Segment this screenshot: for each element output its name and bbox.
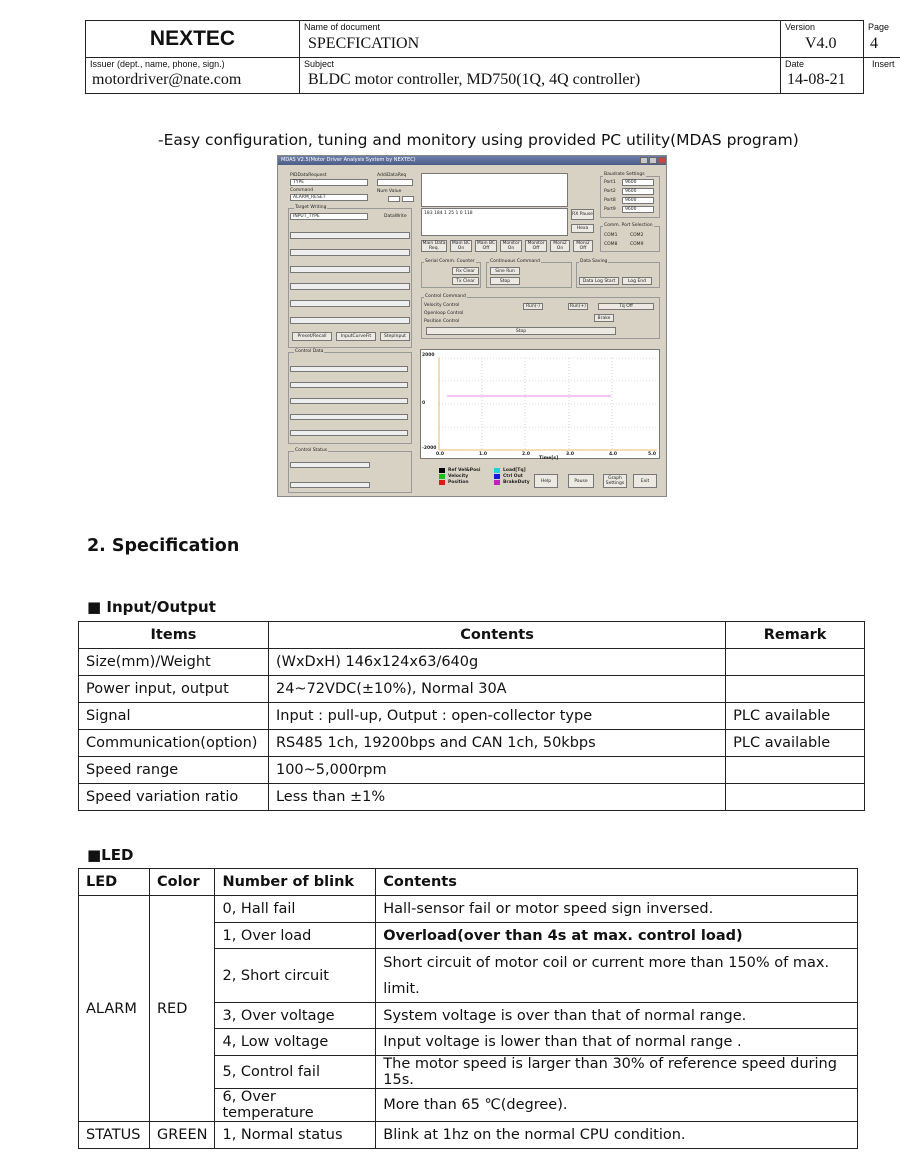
section-title: 2. Specification <box>87 536 240 556</box>
io-title: ■ Input/Output <box>87 598 216 616</box>
io-remark <box>726 784 865 811</box>
io-item: Speed range <box>79 757 269 784</box>
io-contents: Input : pull-up, Output : open-collector type <box>268 703 725 730</box>
input-curve-fit-button[interactable]: InputCurveFit <box>336 332 376 341</box>
date-label: Date <box>785 59 805 69</box>
port2-label: Port2 <box>604 189 616 194</box>
page-label: Page <box>868 22 890 32</box>
legend-pos: Position <box>448 480 469 485</box>
io-remark <box>726 757 865 784</box>
preset-recall-button[interactable]: Preset/Recall <box>292 332 332 341</box>
log-area-2: 183 184 1 25 1 0 118 <box>421 208 568 236</box>
addi-data-select[interactable] <box>377 179 413 186</box>
ctrl-row-3 <box>290 398 408 404</box>
io-header-row <box>79 622 865 649</box>
ctrl-row-2 <box>290 382 408 388</box>
doc-name-label: Name of document <box>304 22 381 32</box>
target-writing-label: Target Writing <box>295 205 327 210</box>
led-contents <box>376 949 858 1003</box>
moni2-on-button[interactable]: Moni2 On <box>550 240 570 252</box>
monitor-off-button[interactable]: Monitor Off <box>525 240 547 252</box>
continuous-command-label: Continuous Command <box>490 259 540 264</box>
com9-radio[interactable]: COM9 <box>630 242 644 247</box>
legend-load: Load[Tq] <box>503 468 526 473</box>
port8-baud-select[interactable]: 9600 <box>622 197 654 204</box>
led-contents: System voltage is over than that of normal range. <box>376 1003 858 1029</box>
led-title: ■LED <box>87 846 134 864</box>
tx-clear-button[interactable]: Tx Clear <box>452 277 479 285</box>
control-stop-button[interactable]: Stop <box>426 327 616 335</box>
x-tick-0: 0.0 <box>436 452 444 457</box>
page-cell <box>864 21 900 58</box>
led-header-color: Color <box>149 869 214 896</box>
legend-brake-swatch <box>494 480 500 485</box>
table-row <box>79 703 865 730</box>
status-row-2 <box>290 482 370 488</box>
brake-button[interactable]: Brake <box>594 314 614 322</box>
port8-label: Port8 <box>604 198 616 203</box>
io-remark: PLC available <box>726 730 865 757</box>
io-header-items: Items <box>79 622 269 649</box>
pause-button[interactable]: Pause <box>568 474 594 488</box>
monitor-graph <box>420 349 660 459</box>
data-log-start-button[interactable]: Data Log Start <box>579 277 619 285</box>
led-blink: 6, Over temperature <box>215 1089 376 1122</box>
version-label: Version <box>785 22 816 32</box>
y-bot-tick: -2000 <box>422 446 437 451</box>
openloop-control-radio[interactable]: Openloop Control <box>424 311 464 316</box>
control-data-label: Control Data <box>295 349 324 354</box>
legend-ref-swatch <box>439 468 445 473</box>
main-data-button[interactable]: Main Data Req. <box>422 241 446 251</box>
run-plus-button[interactable]: Run(+) <box>568 303 588 310</box>
led-header-led: LED <box>79 869 150 896</box>
y-mid-tick: 0 <box>422 401 426 406</box>
io-remark <box>726 649 865 676</box>
graph-plot <box>421 350 661 460</box>
port9-baud-select[interactable]: 9600 <box>622 206 654 213</box>
led-contents-line-1: Short circuit of motor coil or current more than 150% of max. <box>383 954 830 971</box>
table-row <box>79 896 858 923</box>
monitor-on-button[interactable]: Monitor On <box>500 240 522 252</box>
mdas-screenshot <box>277 155 667 497</box>
led-header-contents: Contents <box>376 869 858 896</box>
data-write-label: DataWrite <box>384 214 407 219</box>
legend-brake: BrakeDuty <box>503 480 530 485</box>
led-blink: 3, Over voltage <box>215 1003 376 1029</box>
serial-counter-label: Serial Comm. Counter <box>425 259 475 264</box>
io-remark: PLC available <box>726 703 865 730</box>
com8-radio[interactable]: COM8 <box>604 242 618 247</box>
subject-cell <box>300 58 781 93</box>
main-bc-off-button[interactable]: Main BC Off <box>476 241 496 251</box>
exit-button[interactable]: Exit <box>633 474 657 488</box>
input-type-select[interactable]: INPUT_TYPE <box>290 213 368 220</box>
subject: BLDC motor controller, MD750(1Q, 4Q controller) <box>308 71 641 88</box>
legend-load-swatch <box>494 468 500 473</box>
velocity-control-radio[interactable]: Velocity Control <box>424 303 460 308</box>
run-minus-button[interactable]: Run(-) <box>523 303 543 310</box>
issuer-label: Issuer (dept., name, phone, sign.) <box>90 59 225 69</box>
param-row-4[interactable] <box>290 283 410 290</box>
led-contents: The motor speed is larger than 30% of reference speed during 15s. <box>376 1056 858 1089</box>
doc-name: SPECFICATION <box>308 35 420 52</box>
led-blink: 2, Short circuit <box>215 949 376 1003</box>
command-select[interactable]: ALARM_RESET <box>290 194 368 201</box>
sine-stop-button[interactable]: Stop <box>490 277 520 285</box>
help-button[interactable]: Help <box>534 474 558 488</box>
close-icon <box>658 157 666 164</box>
led-status: STATUS <box>79 1122 150 1149</box>
moni2-off-button[interactable]: Moni2 Off <box>573 240 593 252</box>
io-remark <box>726 676 865 703</box>
version: V4.0 <box>805 35 837 52</box>
led-contents: More than 65 ℃(degree). <box>376 1089 858 1122</box>
x-tick-3: 3.0 <box>566 452 574 457</box>
command-label: Command <box>290 188 314 193</box>
issuer: motordriver@nate.com <box>92 71 242 88</box>
io-header-remark: Remark <box>726 622 865 649</box>
led-alarm: ALARM <box>79 896 150 1122</box>
num-value-label: Num Value <box>377 189 402 194</box>
port1-baud-select[interactable]: 9600 <box>622 179 654 186</box>
main-bc-on-button[interactable]: Main BC On <box>451 241 471 251</box>
hexa-button[interactable]: Hexa <box>571 224 594 233</box>
type-select[interactable]: TYPE <box>290 179 368 186</box>
status-row-1 <box>290 462 370 468</box>
table-row <box>79 757 865 784</box>
io-item: Signal <box>79 703 269 730</box>
io-item: Size(mm)/Weight <box>79 649 269 676</box>
led-contents: Hall-sensor fail or motor speed sign inversed. <box>376 896 858 923</box>
time-axis-label: Time[s] <box>539 456 559 461</box>
rx-pause-button[interactable]: RX Pause <box>571 209 594 220</box>
io-contents: 100~5,000rpm <box>268 757 725 784</box>
io-contents: RS485 1ch, 19200bps and CAN 1ch, 50kbps <box>268 730 725 757</box>
num-field[interactable] <box>388 196 400 202</box>
pid-request-label: PIDDataRequest <box>290 173 327 178</box>
target-writing-group <box>288 208 412 348</box>
legend-ctrl: Ctrl Out <box>503 474 523 479</box>
legend-ref: Ref Vel&Posi <box>448 468 481 473</box>
graph-settings-button[interactable]: Graph Settings <box>603 474 627 488</box>
document-header <box>85 20 895 94</box>
x-tick-2: 2.0 <box>522 452 530 457</box>
table-row <box>79 649 865 676</box>
led-color-red: RED <box>149 896 214 1122</box>
legend-ctrl-swatch <box>494 474 500 479</box>
comm-port-group <box>600 226 660 252</box>
rx-clear-button[interactable]: Rx Clear <box>452 267 479 275</box>
port2-baud-select[interactable]: 9600 <box>622 188 654 195</box>
io-item: Power input, output <box>79 676 269 703</box>
subject-label: Subject <box>304 59 335 69</box>
param-row-3[interactable] <box>290 266 410 273</box>
x-tick-5: 5.0 <box>648 452 656 457</box>
insert-label: Insert <box>872 59 895 69</box>
issuer-cell <box>86 58 300 93</box>
led-blink: 1, Over load <box>215 923 376 949</box>
legend-pos-swatch <box>439 480 445 485</box>
led-blink: 5, Control fail <box>215 1056 376 1089</box>
baud-label: Baudrate Settings <box>604 172 645 177</box>
addi-data-label: AddiDataReq <box>377 173 407 178</box>
date: 14-08-21 <box>787 71 846 88</box>
position-control-radio[interactable]: Position Control <box>424 319 460 324</box>
log-end-button[interactable]: Log End <box>622 277 652 285</box>
led-blink: 1, Normal status <box>215 1122 376 1149</box>
minimize-icon <box>640 157 648 164</box>
led-color-green: GREEN <box>149 1122 214 1149</box>
company-name: NEXTEC <box>86 21 300 58</box>
io-contents: 24~72VDC(±10%), Normal 30A <box>268 676 725 703</box>
io-header-contents: Contents <box>268 622 725 649</box>
x-tick-4: 4.0 <box>609 452 617 457</box>
mdas-titlebar: MDAS V2.5(Motor Driver Analysis System by NEXTEC) <box>278 156 666 165</box>
com2-radio[interactable]: COM2 <box>630 233 644 238</box>
page-number: 4 <box>870 35 878 52</box>
io-item: Speed variation ratio <box>79 784 269 811</box>
comm-port-label: Comm. Port Selection <box>604 223 653 228</box>
doc-name-cell <box>300 21 781 58</box>
ctrl-row-1 <box>290 366 408 372</box>
led-contents: Input voltage is lower than that of normal range . <box>376 1029 858 1056</box>
version-cell <box>781 21 864 58</box>
tq-off-button[interactable]: Tq Off <box>598 303 654 310</box>
io-table <box>78 621 865 811</box>
led-contents: Overload(over than 4s at max. control load) <box>376 923 858 949</box>
table-row <box>79 784 865 811</box>
param-row-5[interactable] <box>290 300 410 307</box>
param-row-2[interactable] <box>290 249 410 256</box>
table-row <box>79 730 865 757</box>
step-input-button[interactable]: StepInput <box>380 332 410 341</box>
sine-run-button[interactable]: Sine Run <box>490 267 520 275</box>
x-tick-1: 1.0 <box>479 452 487 457</box>
led-header-blink: Number of blink <box>215 869 376 896</box>
io-contents: (WxDxH) 146x124x63/640g <box>268 649 725 676</box>
led-header-row <box>79 869 858 896</box>
value-field[interactable] <box>402 196 414 202</box>
ctrl-row-4 <box>290 414 408 420</box>
control-status-label: Control Status <box>295 448 328 453</box>
y-top-tick: 2000 <box>422 353 435 358</box>
log-area-1 <box>421 173 568 207</box>
port1-label: Port1 <box>604 180 616 185</box>
led-contents: Blink at 1hz on the normal CPU condition. <box>376 1122 858 1149</box>
insert-cell <box>864 58 900 93</box>
led-contents-line-2: limit. <box>383 980 420 997</box>
param-row-1[interactable] <box>290 232 410 239</box>
legend-vel: Velocity <box>448 474 469 479</box>
legend-vel-swatch <box>439 474 445 479</box>
table-row <box>79 1122 858 1149</box>
led-table <box>78 868 858 1149</box>
io-item: Communication(option) <box>79 730 269 757</box>
com1-radio[interactable]: COM1 <box>604 233 618 238</box>
table-row <box>79 676 865 703</box>
port9-label: Port9 <box>604 207 616 212</box>
maximize-icon <box>649 157 657 164</box>
param-row-6[interactable] <box>290 317 410 324</box>
led-blink: 4, Low voltage <box>215 1029 376 1056</box>
utility-caption: -Easy configuration, tuning and monitory using provided PC utility(MDAS program) <box>158 131 799 149</box>
data-saving-label: Data Saving <box>580 259 608 264</box>
led-blink: 0, Hall fail <box>215 896 376 923</box>
date-cell <box>781 58 864 93</box>
ctrl-row-5 <box>290 430 408 436</box>
io-contents: Less than ±1% <box>268 784 725 811</box>
control-command-label: Control Command <box>425 294 466 299</box>
